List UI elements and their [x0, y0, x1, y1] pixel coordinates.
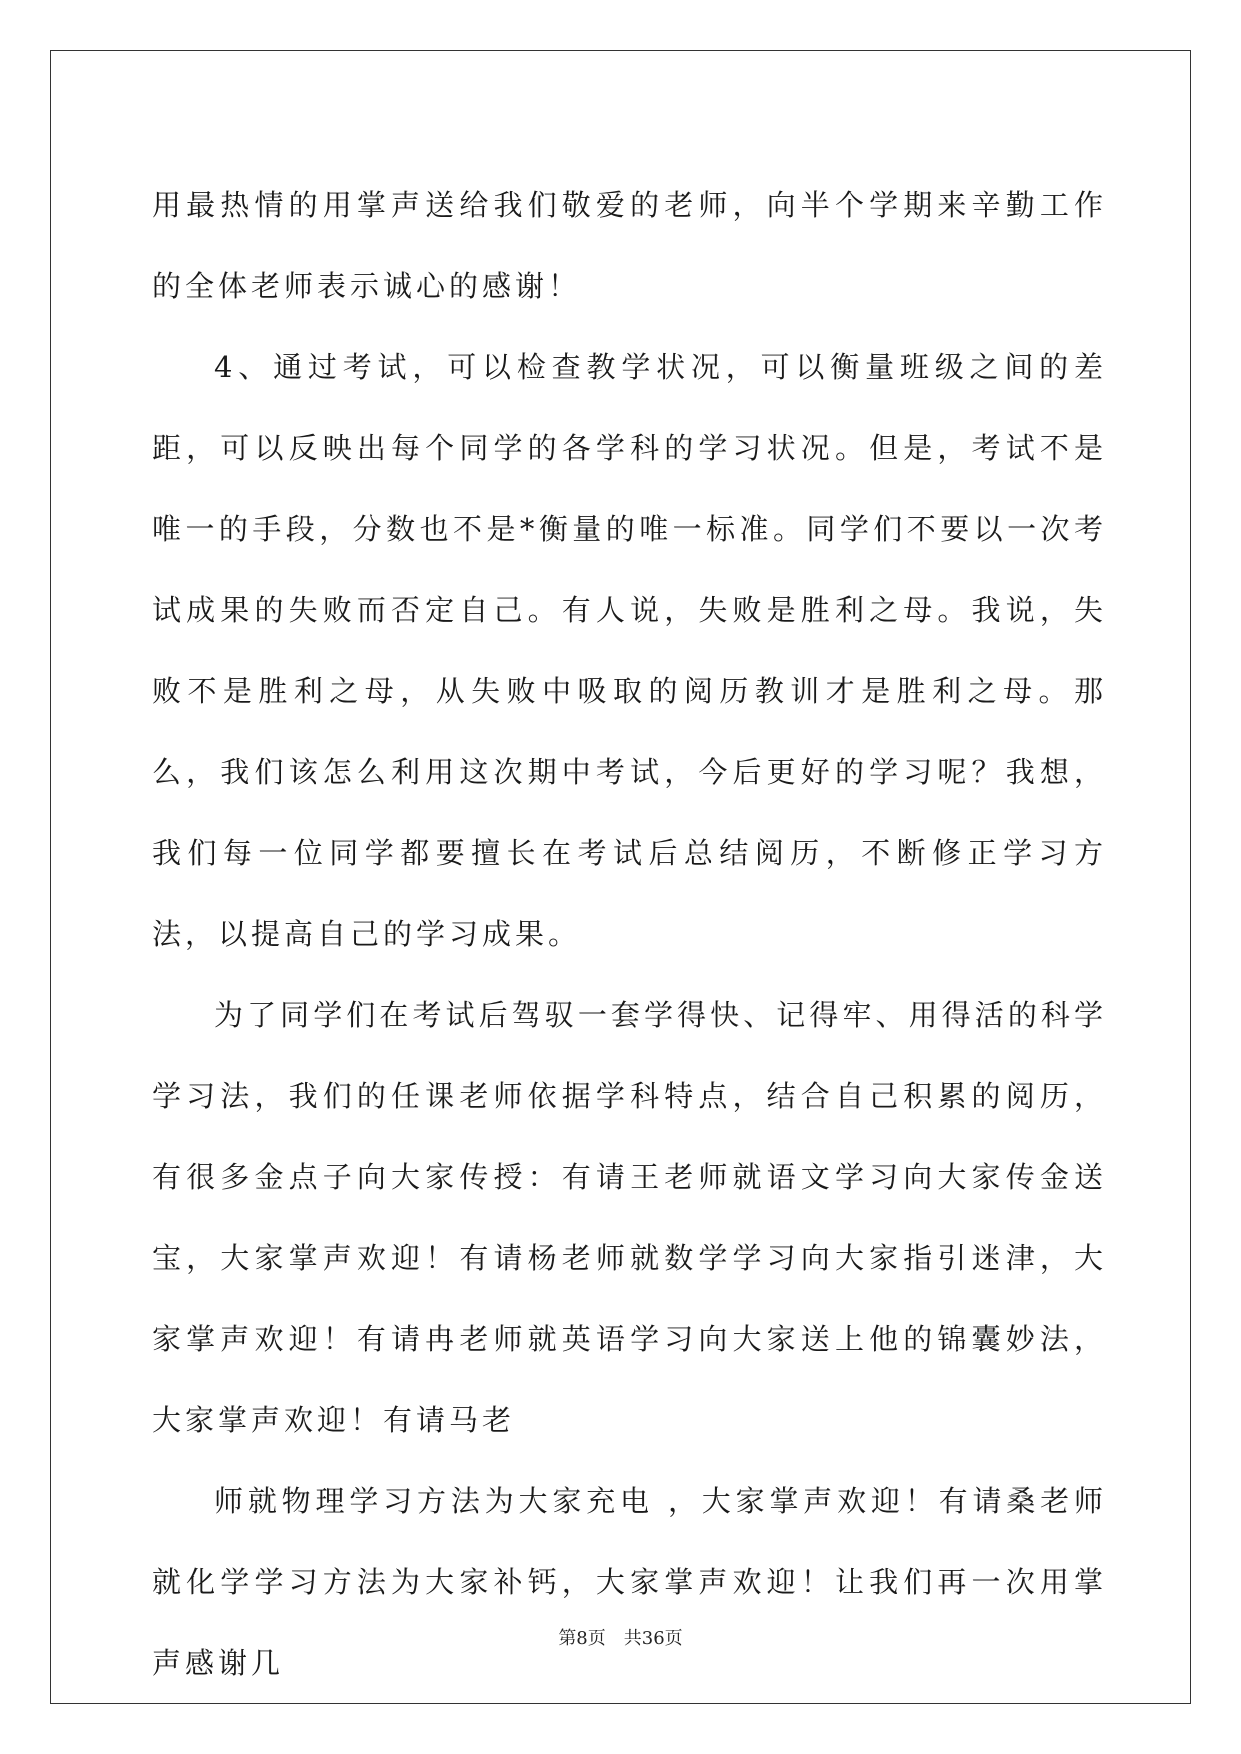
- page-footer: [0, 1624, 1241, 1650]
- page-total: 共36页: [623, 1628, 683, 1649]
- document-body: [152, 165, 1107, 1704]
- paragraph-4: 师就物理学习方法为大家充电 ，大家掌声欢迎！有请桑老师就化学学习方法为大家补钙，大家掌声欢迎！让我们再一次用掌声感谢几: [152, 1484, 1107, 1680]
- paragraph-2: 4、通过考试，可以检查教学状况，可以衡量班级之间的差距，可以反映出每个同学的各学科的学习状况。但是，考试不是唯一的手段，分数也不是*衡量的唯一标准。同学们不要以一次考试成果的失败而否定自己。有人说，失败是胜利之母。我说，失败不是胜利之母，从失败中吸取的阅历教训才是胜利之母。那么，我们该怎么利用这次期中考试，今后更好的学习呢？我想，我们每一位同学都要擅长在考试后总结阅历，不断修正学习方法，以提高自己的学习成果。: [152, 350, 1107, 951]
- paragraph-3: 为了同学们在考试后驾驭一套学得快、记得牢、用得活的科学学习法，我们的任课老师依据学科特点，结合自己积累的阅历，有很多金点子向大家传授：有请王老师就语文学习向大家传金送宝，大家掌声欢迎！有请杨老师就数学学习向大家指引迷津，大家掌声欢迎！有请冉老师就英语学习向大家送上他的锦囊妙法，大家掌声欢迎！有请马老: [152, 998, 1107, 1437]
- paragraph-1: 用最热情的用掌声送给我们敬爱的老师，向半个学期来辛勤工作的全体老师表示诚心的感谢！: [152, 188, 1107, 303]
- page-number: 第8页: [558, 1628, 606, 1649]
